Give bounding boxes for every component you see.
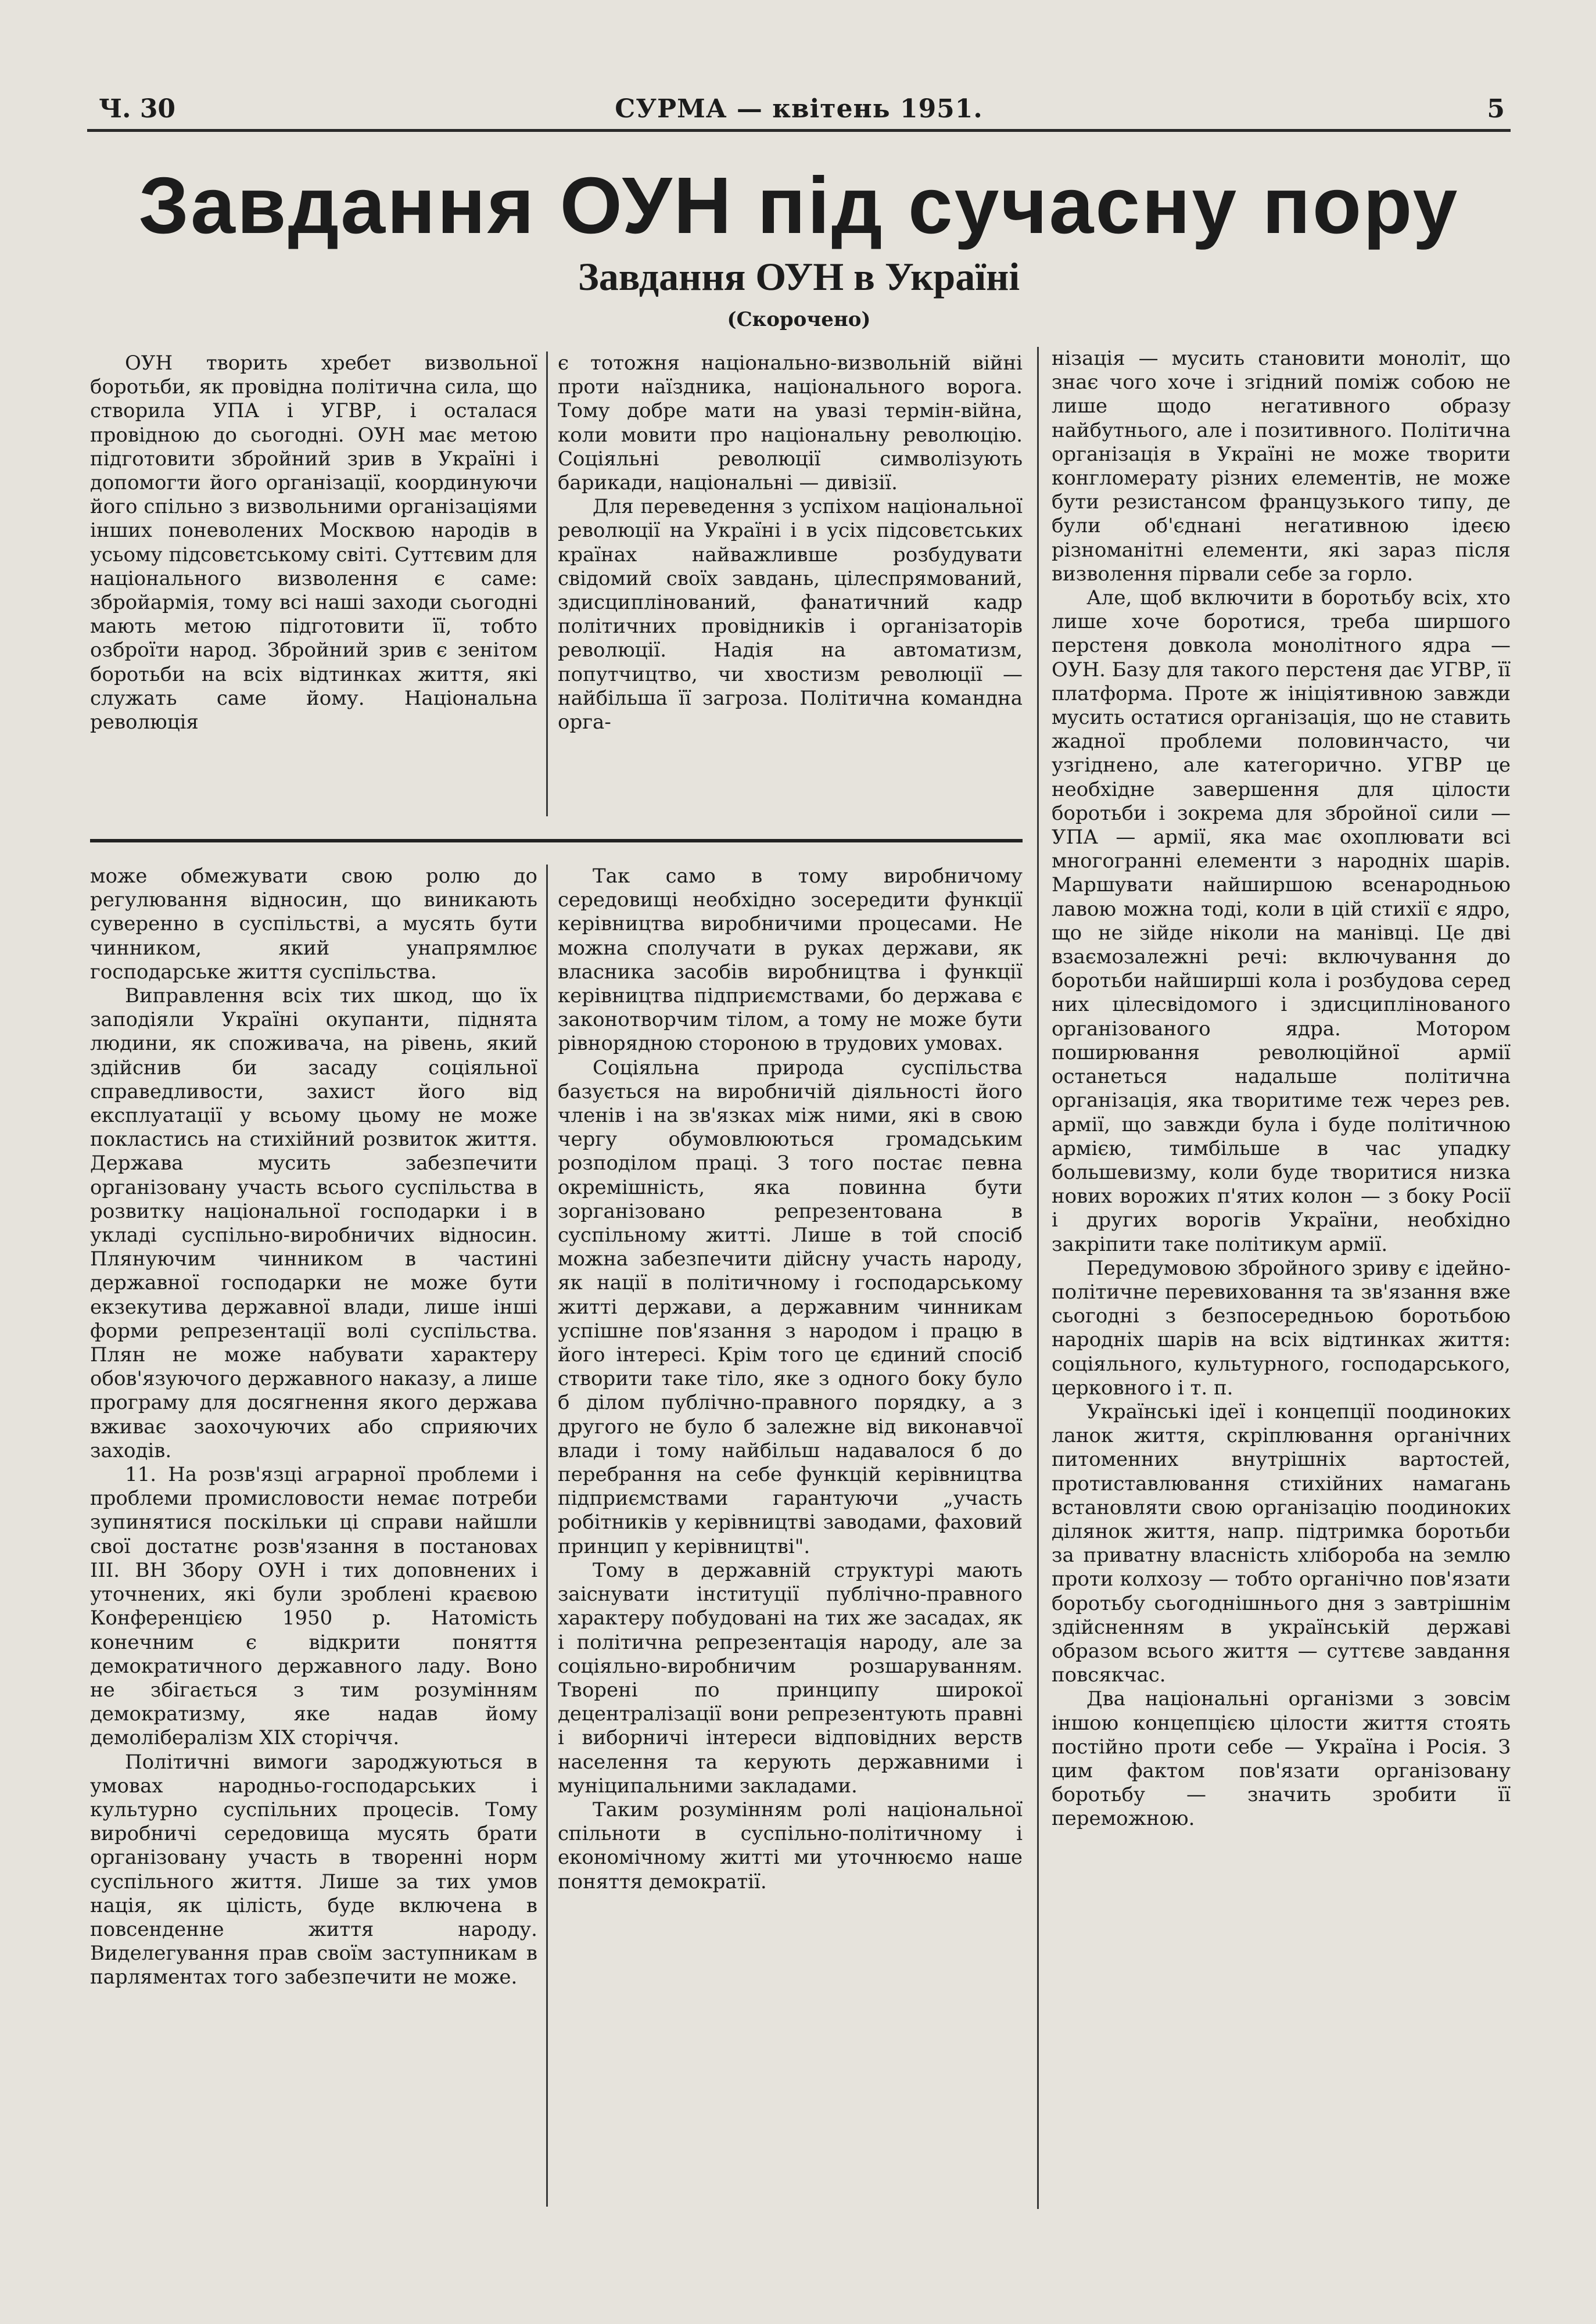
paragraph: Виправлення всіх тих шкод, що їх заподіяли Україні окупанти, піднята людини, як споживача, на рівень, який здійснив би засаду соціяльної справедливости, захист його від експлуатації у всьому цьому не може покластись на стихійний розвиток життя. Держава мусить забезпечити організовану участь всього суспільства в розвитку національної господарки і в укладі суспільно-виробничих відносин. Плянуючим чинником в частині державної господарки не може бути екзекутива державної влади, лише інші форми репрезентації волі суспільства. Плян не може набувати характеру обов'язуючого державного наказу, а лише програму для досягнення якого держава вживає заохочуючих або сприяючих заходів. (90, 984, 537, 1462)
paragraph: нізація — мусить становити моноліт, що знає чого хоче і згідний поміж собою не лише щодо негативного образу найбутнього, але і позитивного. Політична організація в Україні не може творити конгломерату різних елементів, не може бути резистансом французького типу, де були об'єднані негативною ідеєю різноманітні елементи, які зараз після визволення пірвали себе за горло. (1052, 347, 1511, 586)
column-divider (546, 865, 548, 2207)
paragraph: Українські ідеї і концепції поодиноких ланок життя, скріплювання органічних питоменних внутрішніх вартостей, протиставлювання стихійних намагань встановляти свою організацію поодиноких ділянок життя, напр. підтримка боротьби за приватну власність хлібороба на землю проти колхозу — тобто органічно пов'язати боротьбу сьогоднішнього дня з завтрішнім здійсненням в українській державі образом всього життя — суттєве завдання повсякчас. (1052, 1400, 1511, 1687)
column-divider (1037, 347, 1039, 2209)
section-rule (90, 839, 1023, 842)
page-number: 5 (1487, 94, 1505, 124)
column-divider (546, 352, 548, 816)
paragraph: Але, щоб включити в боротьбу всіх, хто лише хоче боротися, треба ширшого перстеня довкола монолітного ядра — ОУН. Базу для такого перстеня дає УГВР, її платформа. Проте ж ініціятивною завжди мусить остатися організація, що не ставить жадної проблеми половинчасто, чи узгіднено, але категорично. УГВР це необхідне завершення для цілости боротьби і зокрема для збройної сили — УПА — армії, яка має охоплювати всі многогранні елементи з народніх шарів. Маршувати найширшою всенародньою лавою можна тоді, коли в цій стихії є ядро, що не зійде ніколи на манівці. Це дві взаємозалежні речі: включування до боротьби найширші кола і розбудова серед них цілесвідомого і здисциплінованого організованого ядра. Мотором поширювання революційної армії останеться надальше політична організація, яка творитиме теж через рев. армії, що завжди була і буде політичною армією, тимбільше в час упадку большевизму, коли буде творитися низка нових ворожих п'ятих колон — з боку Росії і других ворогів України, необхідно закріпити таке політикум армії. (1052, 586, 1511, 1256)
paragraph: є тотожня національно-визвольній війні проти наїздника, національного ворога. Тому добре мати на увазі термін-війна, коли мовити про національну революцію. Соціяльні революції символізують барикади, національні — дивізії. (558, 352, 1023, 495)
column-top-middle (558, 352, 1023, 734)
article-note: (Скорочено) (727, 308, 871, 331)
column-right (1052, 347, 1511, 1831)
paragraph: Передумовою збройного зриву є ідейно-політичне перевиховання та зв'язання вже сьогодні з безпосередньою боротьбою народніх шарів на всіх відтинках життя: соціяльного, культурного, господарського, церковного і т. п. (1052, 1256, 1511, 1400)
paragraph: Політичні вимоги зароджуються в умовах народньо-господарських і культурно суспільних процесів. Тому виробничі середовища мусять брати організовану участь в творенні норм суспільного життя. Лише за тих умов нація, як цілість, буде включена в повсенденне життя народу. Виделегування прав своїм заступникам в парляментах того забезпечити не може. (90, 1750, 537, 1989)
paragraph: Для переведення з успіхом національної революції на Україні і в усіх підсовєтських країнах найважливше розбудувати свідомий своїх завдань, цілеспрямований, здисциплінований, фанатичний кадр політичних провідників і організаторів революції. Надія на автоматизм, попутчицтво, чи хвостизм революції — найбільша її загроза. Політична командна орга- (558, 495, 1023, 734)
paragraph: ОУН творить хребет визвольної боротьби, як провідна політична сила, що створила УПА і УГВР, і осталася провідною до сьогодні. ОУН має метою підготовити збройний зрив в Україні і допомогти його організації, координуючи його спільно з визвольними організаціями інших поневолених Москвою народів в усьому підсовєтському світі. Суттєвим для національного визволення є саме: збройармія, тому всі наші заходи сьогодні мають метою підготовити її, тобто озброїти народ. Збройний зрив є зенітом боротьби на всіх відтинках життя, які служать саме йому. Національна революція (90, 352, 537, 734)
paragraph: може обмежувати свою ролю до регулювання відносин, що виникають суверенно в суспільстві, а мусять бути чинником, який унапрямлює господарське життя суспільства. (90, 865, 537, 984)
masthead: СУРМА — квітень 1951. (615, 94, 983, 124)
column-bottom-left (90, 865, 537, 1990)
paragraph: Два національні організми з зовсім іншою концепцією цілости життя стоять постійно проти себе — Україна і Росія. З цим фактом пов'язати організовану боротьбу — значить зробити її переможною. (1052, 1687, 1511, 1831)
paragraph: Так само в тому виробничому середовищі необхідно зосередити функції керівництва виробничими процесами. Не можна сполучати в руках держави, як власника засобів виробництва і функції керівництва підприємствами, бо держава є законотворчим тілом, а тому не може бути рівнорядною стороною в трудових умовах. (558, 865, 1023, 1056)
column-top-left (90, 352, 537, 734)
paragraph: 11. На розв'язці аграрної проблеми і проблеми промисловости немає потреби зупинятися поскільки ці справи найшли свої достатнє розв'язання в постановах III. ВН Збору ОУН і тих доповнених і уточнених, які були зроблені краєвою Конференцією 1950 р. Натомість конечним є відкрити поняття демократичного державного ладу. Воно не збігається з тим розумінням демократизму, яке надав йому демолібералізм XIX сторіччя. (90, 1463, 537, 1750)
article-title: Завдання ОУН під сучасну пору (138, 161, 1459, 250)
header-rule (87, 129, 1511, 132)
paragraph: Таким розумінням ролі національної спільноти в суспільно-політичному і економічному житті ми уточнюємо наше поняття демократії. (558, 1798, 1023, 1893)
article-subtitle: Завдання ОУН в Україні (578, 254, 1020, 299)
paragraph: Тому в державній структурі мають заіснувати інституції публічно-правного характеру побудовані на тих же засадах, як і політична репрезентація народу, але за соціяльно-виробничим розшаруванням. Творені по принципу широкої децентралізації вони репрезентують правні і виборничі інтереси відповідних верств населення та керують державними і муніципальними закладами. (558, 1558, 1023, 1798)
column-bottom-middle (558, 865, 1023, 1894)
issue-number: Ч. 30 (99, 94, 176, 124)
paragraph: Соціяльна природа суспільства базується на виробничій діяльності його членів і на зв'язках між ними, які в свою чергу обумовлюються громадським розподілом праці. З того постає певна окремішність, яка повинна бути зорганізовано репрезентована в суспільному житті. Лише в той спосіб можна забезпечити дійсну участь народу, як нації в політичному і господарському житті держави, а державним чинникам успішне пов'язання з народом і працю в його інтересі. Крім того це єдиний спосіб створити таке тіло, яке з одного боку було б ділом публічно-правного порядку, а з другого не було б залежне від виконавчої влади і тому найбільш надавалося б до перебрання на себе функцій керівництва підприємствами гарантуючи „участь робітників у керівництві заводами, фаховий принцип у керівництві". (558, 1056, 1023, 1558)
